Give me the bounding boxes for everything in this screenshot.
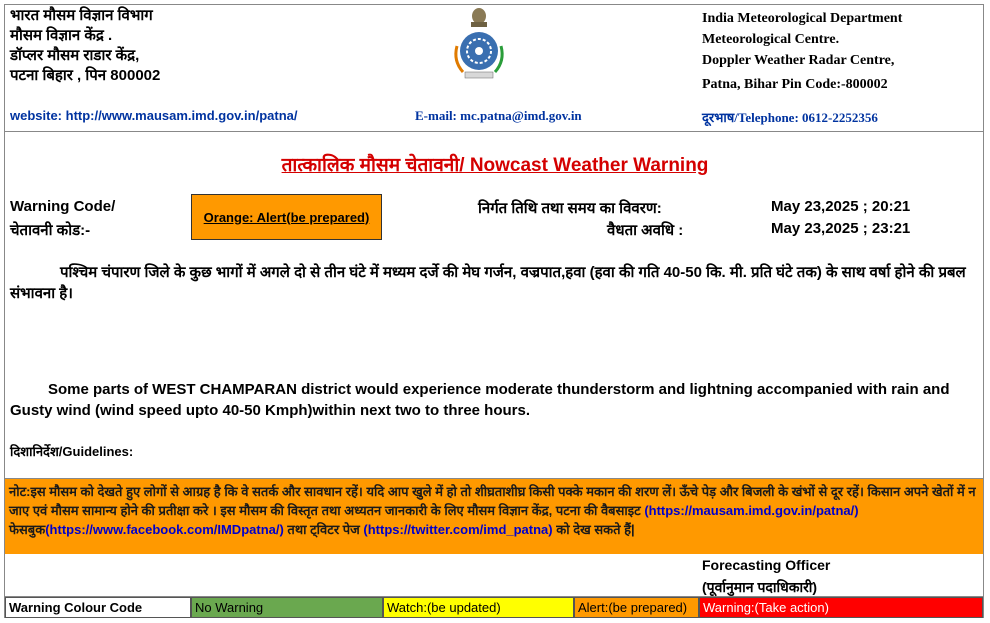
warning-code-label-en: Warning Code/: [10, 198, 116, 215]
note-text: नोट:इस मौसम को देखते हुए लोगों से आग्रह है कि वे सतर्क और सावधान रहें। यदि आप खुले में हो तो शीघ्रताशीघ्र किसी पक्के मकान की शरण लें। ऊँचे पेड़ और बिजली के खंभों से दूर रहें। किसान अपने खेतों में न जाए एवं मौसम सामान्य होने की प्रतीक्षा करे । इस मौसम की विस्तृत तथा अध्यतन जानकारी के लिए मौसम विज्ञान केंद्र, पटना की वैबसाइट: [9, 484, 976, 518]
validity-value: May 23,2025 ; 23:21: [771, 220, 911, 237]
officer-title-en: Forecasting Officer: [702, 557, 831, 573]
legend-no-warning: No Warning: [191, 597, 383, 618]
warning-code-label-hi: चेतावनी कोड:-: [10, 222, 91, 239]
note-text: फेसबुक: [9, 522, 46, 537]
website-link[interactable]: (https://mausam.imd.gov.in/patna/): [644, 503, 859, 518]
message-hindi: पश्चिम चंपारण जिले के कुछ भागों में अगले दो से तीन घंटे में मध्यम दर्जे की मेघ गर्जन, वज्रपात,हवा (हवा की गति 40-50 कि. मी. प्रति घंटे तक) के साथ वर्षा होने की प्रबल संभावना है।: [10, 264, 966, 302]
hindi-address: [10, 6, 160, 86]
website-link[interactable]: website: http://www.mausam.imd.gov.in/patna/: [10, 108, 298, 123]
national-emblem-icon: [451, 6, 507, 82]
message-english: Some parts of WEST CHAMPARAN district would experience moderate thunderstorm and lightning accompanied with rain and Gusty wind (wind speed upto 40-50 Kmph)within next two to three hours.: [10, 381, 950, 419]
colour-code-legend: [5, 597, 983, 618]
validity-label: वैधता अवधि :: [607, 222, 684, 239]
hindi-address-line: भारत मौसम विज्ञान विभाग: [10, 7, 153, 24]
hindi-address-line: पटना बिहार , पिन 800002: [10, 67, 161, 84]
legend-alert: Alert:(be prepared): [574, 597, 699, 618]
english-address-line: Doppler Weather Radar Centre,: [702, 53, 895, 68]
english-address: [702, 8, 902, 95]
officer-title-hi: (पूर्वानुमान पदाधिकारी): [702, 579, 818, 595]
facebook-link[interactable]: (https://www.facebook.com/IMDpatna/): [45, 522, 284, 537]
divider: [5, 131, 983, 132]
legend-label: Warning Colour Code: [5, 597, 191, 618]
english-address-line: Patna, Bihar Pin Code:-800002: [702, 77, 888, 92]
note-text: तथा ट्विटर पेज: [283, 522, 364, 537]
guidelines-label: दिशानिर्देश/Guidelines:: [10, 444, 134, 459]
issue-time-label: निर्गत तिथि तथा समय का विवरण:: [478, 200, 662, 217]
warning-code-badge: [191, 194, 382, 240]
issue-time-value: May 23,2025 ; 20:21: [771, 198, 911, 215]
hindi-address-line: डॉप्लर मौसम राडार केंद्र,: [10, 47, 140, 64]
advisory-note: [5, 479, 983, 554]
legend-warning: Warning:(Take action): [699, 597, 983, 618]
hindi-address-line: मौसम विज्ञान केंद्र .: [10, 27, 113, 44]
email-link[interactable]: E-mail: mc.patna@imd.gov.in: [415, 108, 582, 123]
legend-watch: Watch:(be updated): [383, 597, 574, 618]
telephone-text: दूरभाष/Telephone: 0612-2252356: [702, 110, 878, 125]
warning-code-value: Orange: Alert(be prepared): [203, 209, 370, 225]
page-title: तात्कालिक मौसम चेतावनी/ Nowcast Weather Warning: [281, 155, 709, 176]
twitter-link[interactable]: (https://twitter.com/imd_patna): [363, 522, 553, 537]
english-address-line: India Meteorological Department: [702, 11, 903, 26]
note-text: को देख सकते हैं|: [552, 522, 635, 537]
english-address-line: Meteorological Centre.: [702, 32, 840, 47]
